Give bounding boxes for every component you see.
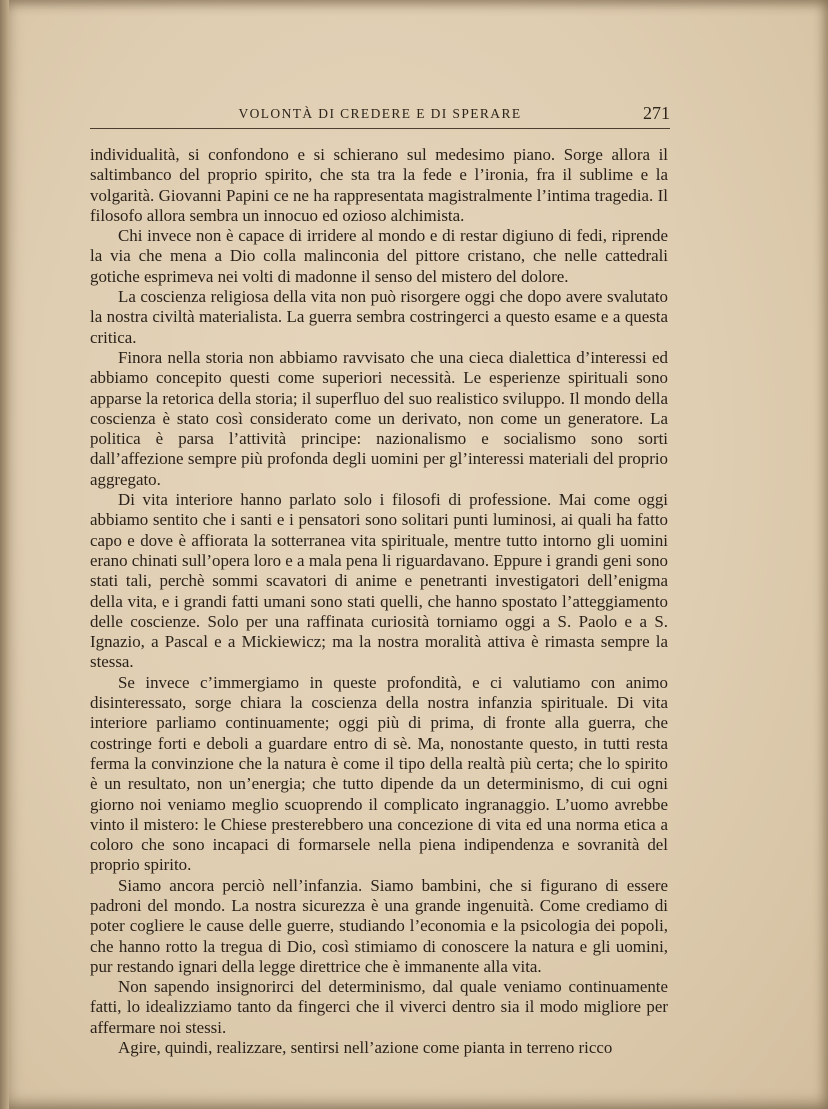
body-text	[90, 145, 668, 1058]
paragraph: Agire, quindi, realizzare, sentirsi nell’azione come pianta in terreno ricco	[118, 1038, 613, 1058]
paragraph: Se invece c’immergiamo in queste profondità, e ci valutiamo con animo disinteressato, sorge chiara la coscienza della nostra infanzia spirituale. Di vita interiore parliamo continuamente; oggi più di prima, di fronte alla guerra, che costringe forti e deboli a guardare entro di sè. Ma, nonostante questo, in tutti resta ferma la convinzione che la natura è come il tipo della realtà più certa; che lo spirito è un resultato, non un’energia; che tutto dipende da un determinismo, di cui ogni giorno noi veniamo meglio scuoprendo il complicato ingranaggio. L’uomo avrebbe vinto il mistero: le Chiese presterebbero una concezione di vita ed una norma etica a coloro che sono incapaci di formarsele nella piena indipendenza e sovranità del proprio spirito.	[90, 672, 668, 875]
paragraph: Di vita interiore hanno parlato solo i filosofi di professione. Mai come oggi abbiamo sentito che i santi e i pensatori sono solitari punti luminosi, ai quali ha fatto capo e dove è affiorata la sotterranea vita spirituale, mentre tutto intorno gli uomini erano chinati sull’opera loro e a mala pena li riguardavano. Eppure i grandi geni sono stati tali, perchè sommi scavatori di anime e penetranti investigatori dell’enigma della vita, e i grandi fatti umani sono stati quelli, che hanno spostato l’atteggiamento delle coscienze. Solo per una raffinata curiosità torniamo oggi a S. Paolo e a S. Ignazio, a Pascal e a Mickiewicz; ma la nostra moralità attiva è rimasta sempre la stessa.	[90, 490, 668, 672]
paragraph: individualità, si confondono e si schierano sul medesimo piano. Sorge allora il saltimbanco del proprio spirito, che sta tra la fede e l’ironia, fra il sublime e la volgarità. Giovanni Papini ce ne ha rappresentata magistralmente l’intima tragedia. Il filosofo allora sembra un innocuo ed ozioso alchimista.	[90, 145, 668, 225]
running-head: VOLONTÀ DI CREDERE E DI SPERARE	[238, 106, 522, 121]
paragraph: Non sapendo insignorirci del determinismo, dal quale veniamo continuamente fatti, lo idealizziamo tanto da fingerci che il viverci dentro sia il modo migliore per affermare noi stessi.	[90, 977, 668, 1037]
paragraph: Chi invece non è capace di irridere al mondo e di restar digiuno di fedi, riprende la via che mena a Dio colla malinconia del pittore cristano, che nelle cattedrali gotiche esprimeva nei volti di madonne il senso del mistero del dolore.	[90, 226, 668, 286]
paragraph: Siamo ancora perciò nell’infanzia. Siamo bambini, che si figurano di essere padroni del mondo. La nostra sicurezza è una grande ingenuità. Come crediamo di poter cogliere le cause delle guerre, studiando l’economia e la psicologia dei popoli, che hanno rotto la tregua di Dio, così stimiamo di conoscere la natura e gli uomini, pur restando ignari della legge direttrice che è immanente alla vita.	[90, 875, 668, 976]
paragraph: La coscienza religiosa della vita non può risorgere oggi che dopo avere svalutato la nostra civiltà materialista. La guerra sembra costringerci a questo esame e a questa critica.	[90, 287, 668, 347]
page-binding-edge	[0, 0, 9, 1109]
paragraph: Finora nella storia non abbiamo ravvisato che una cieca dialettica d’interessi ed abbiamo concepito questi come superiori necessità. Le esperienze spirituali sono apparse la retorica della storia; il superfluo del suo realistico sviluppo. Il mondo della coscienza è stato così considerato come un derivato, non come un generatore. La politica è parsa l’attività principe: nazionalismo e socialismo sono sorti dall’affezione sempre più profonda degli uomini per gl’interessi materiali del proprio aggregato.	[90, 347, 668, 489]
page-number: 271	[643, 103, 670, 123]
page-header	[90, 104, 670, 129]
